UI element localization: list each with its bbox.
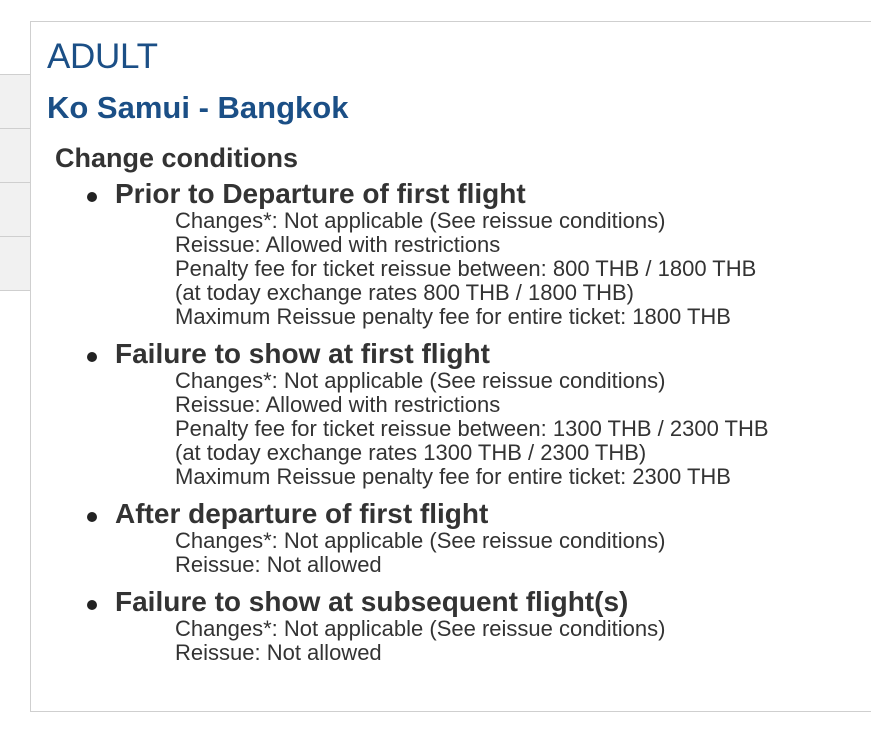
detail-line: Changes*: Not applicable (See reissue conditions) — [175, 528, 666, 553]
passenger-tab-3[interactable] — [0, 129, 30, 183]
passenger-tab-4[interactable] — [0, 183, 30, 237]
passenger-tab-adult[interactable] — [0, 21, 30, 75]
detail-line: (at today exchange rates 800 THB / 1800 THB) — [175, 280, 635, 305]
detail-line: Maximum Reissue penalty fee for entire ticket: 2300 THB — [175, 464, 731, 489]
condition-title: Failure to show at subsequent flight(s) — [115, 586, 629, 617]
condition-item — [31, 179, 769, 329]
passenger-tab-2[interactable] — [0, 75, 30, 129]
route-title: Ko Samui - Bangkok — [47, 90, 349, 125]
detail-line: Changes*: Not applicable (See reissue conditions) — [175, 616, 666, 641]
condition-title: Failure to show at first flight — [115, 338, 490, 369]
detail-line: Reissue: Not allowed — [175, 552, 382, 577]
condition-item — [31, 339, 769, 489]
condition-item — [31, 499, 769, 577]
fare-conditions-panel — [30, 21, 871, 712]
section-heading: Change conditions — [55, 143, 298, 173]
condition-details — [115, 529, 769, 577]
detail-line: Reissue: Allowed with restrictions — [175, 232, 501, 257]
bullet-icon — [87, 512, 97, 522]
detail-line: Penalty fee for ticket reissue between: 800 THB / 1800 THB — [175, 256, 757, 281]
detail-line: Changes*: Not applicable (See reissue conditions) — [175, 208, 666, 233]
condition-item — [31, 587, 769, 665]
condition-details — [115, 617, 769, 665]
detail-line: Reissue: Allowed with restrictions — [175, 392, 501, 417]
passenger-type-title: ADULT — [47, 37, 158, 76]
bullet-icon — [87, 600, 97, 610]
detail-line: Reissue: Not allowed — [175, 640, 382, 665]
detail-line: Maximum Reissue penalty fee for entire ticket: 1800 THB — [175, 304, 731, 329]
bullet-icon — [87, 352, 97, 362]
condition-title: After departure of first flight — [115, 498, 489, 529]
passenger-tab-5[interactable] — [0, 237, 30, 291]
bullet-icon — [87, 192, 97, 202]
condition-details — [115, 369, 769, 489]
detail-line: (at today exchange rates 1300 THB / 2300 THB) — [175, 440, 647, 465]
detail-line: Changes*: Not applicable (See reissue conditions) — [175, 368, 666, 393]
condition-details — [115, 209, 769, 329]
passenger-tab-strip — [0, 21, 30, 291]
conditions-list — [31, 179, 769, 675]
condition-title: Prior to Departure of first flight — [115, 178, 526, 209]
detail-line: Penalty fee for ticket reissue between: 1300 THB / 2300 THB — [175, 416, 769, 441]
